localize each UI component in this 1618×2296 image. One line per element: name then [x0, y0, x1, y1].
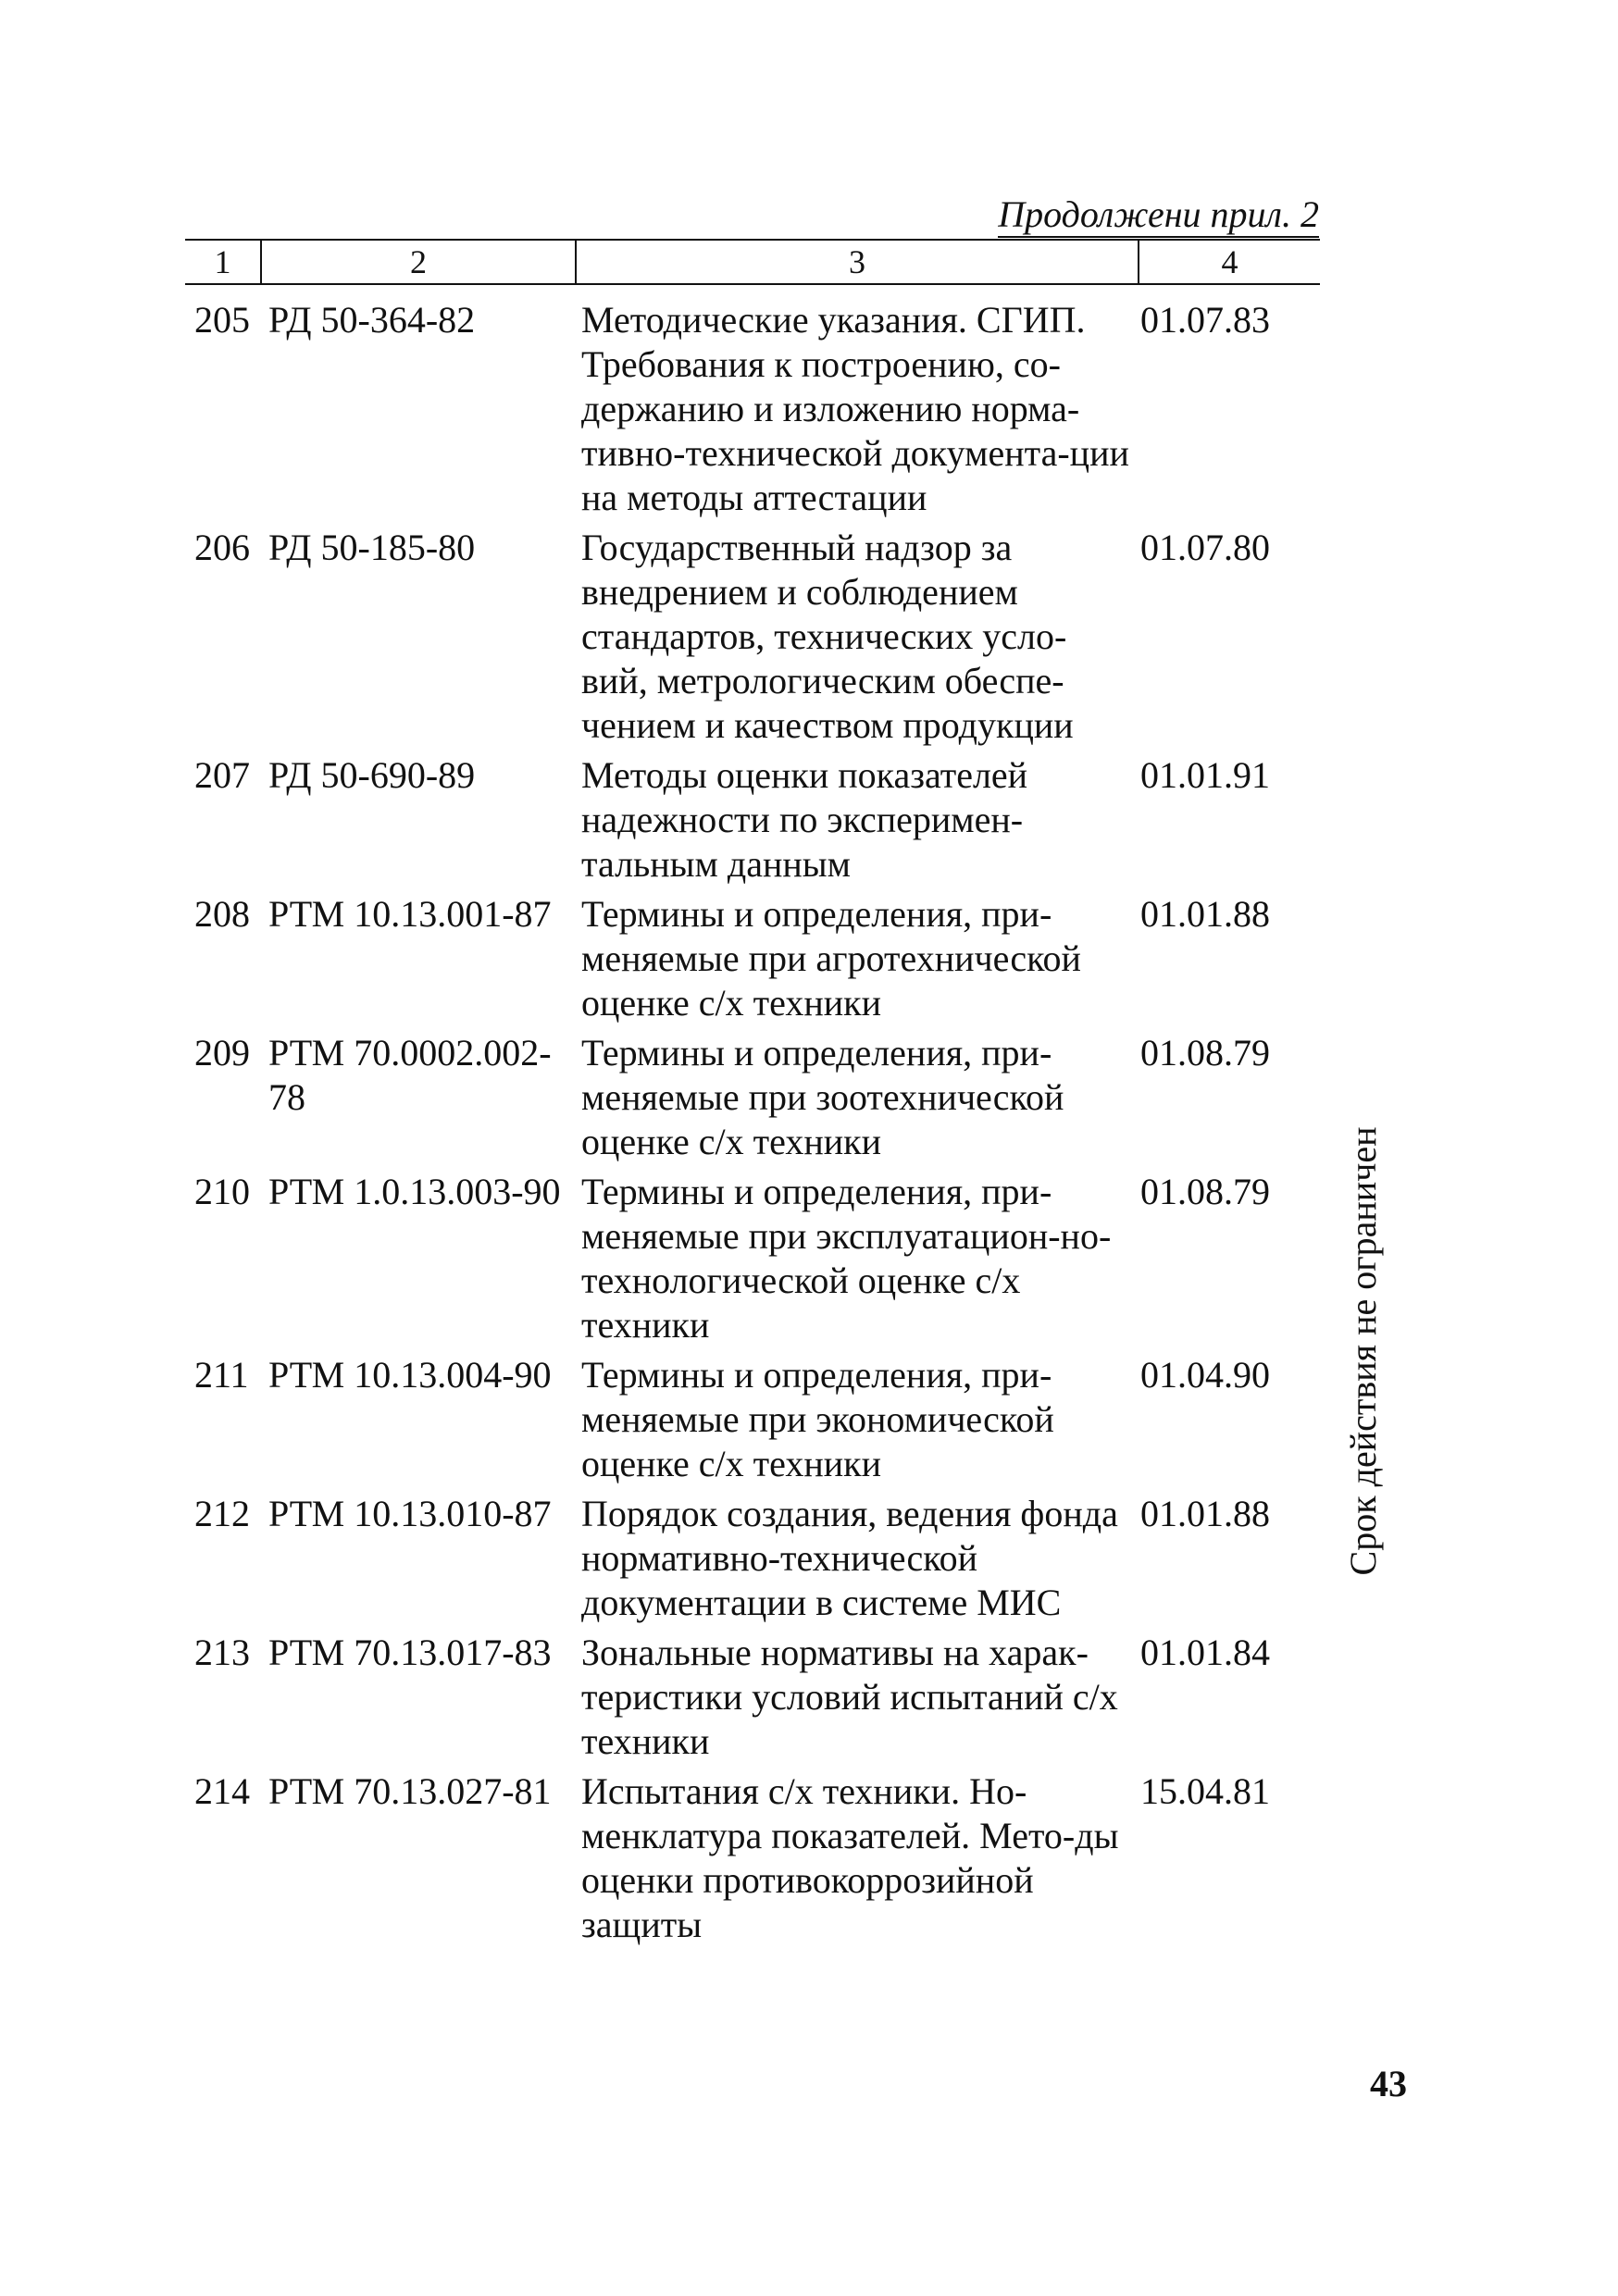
document-code: РТМ 10.13.001-87 — [268, 893, 552, 935]
document-code: РТМ 10.13.010-87 — [268, 1493, 552, 1534]
effective-date: 01.08.79 — [1140, 1171, 1270, 1212]
document-code: РТМ 70.0002.002-78 — [268, 1032, 552, 1118]
document-title: Испытания с/х техники. Но-менклатура показателей. Мето-ды оценки противокоррозийной защиты — [581, 1770, 1119, 1945]
table-caption — [944, 192, 1319, 237]
row-number: 206 — [194, 527, 250, 568]
row-number: 213 — [194, 1632, 250, 1673]
row-number: 205 — [194, 299, 250, 341]
effective-date: 01.07.80 — [1140, 527, 1270, 568]
table-row — [185, 1170, 1320, 1353]
effective-date: 01.01.88 — [1140, 893, 1270, 935]
table-row — [185, 892, 1320, 1031]
document-title: Методы оценки показателей надежности по эксперимен-тальным данным — [581, 754, 1028, 885]
document-title: Методические указания. СГИП. Требования к построению, со-держанию и изложению норма-тивно-технической документа-ции на методы аттестации — [581, 299, 1129, 518]
page-number: 43 — [1370, 2063, 1407, 2104]
document-title: Термины и определения, при-меняемые при зоотехнической оценке с/х техники — [581, 1032, 1064, 1162]
row-number: 207 — [194, 754, 250, 796]
row-number: 210 — [194, 1171, 250, 1212]
document-code: РТМ 10.13.004-90 — [268, 1354, 552, 1396]
table-row — [185, 1492, 1320, 1631]
document-title: Термины и определения, при-меняемые при агротехнической оценке с/х техники — [581, 893, 1081, 1024]
document-code: РТМ 1.0.13.003-90 — [268, 1171, 561, 1212]
table-row — [185, 753, 1320, 892]
effective-date: 01.01.84 — [1140, 1632, 1270, 1673]
effective-date: 01.01.88 — [1140, 1493, 1270, 1534]
document-code: РД 50-690-89 — [268, 754, 476, 796]
document-title: Порядок создания, ведения фонда нормативно-технической документации в системе МИС — [581, 1493, 1118, 1623]
column-header-date: 4 — [1139, 240, 1320, 284]
row-number: 209 — [194, 1032, 250, 1074]
row-number: 214 — [194, 1770, 250, 1812]
table-row — [185, 1631, 1320, 1769]
document-title: Термины и определения, при-меняемые при экономической оценке с/х техники — [581, 1354, 1054, 1484]
effective-date: 01.08.79 — [1140, 1032, 1270, 1074]
document-code: РД 50-185-80 — [268, 527, 476, 568]
table-row — [185, 1769, 1320, 1953]
row-number: 208 — [194, 893, 250, 935]
table-row — [185, 1353, 1320, 1492]
column-header-title: 3 — [576, 240, 1139, 284]
row-number: 212 — [194, 1493, 250, 1534]
document-code: РТМ 70.13.017-83 — [268, 1632, 552, 1673]
documents-table — [185, 239, 1320, 1953]
table-row — [185, 526, 1320, 753]
document-title: Зональные нормативы на харак-теристики условий испытаний с/х техники — [581, 1632, 1118, 1762]
table-header-row — [185, 240, 1320, 284]
table-row — [185, 284, 1320, 526]
effective-date: 01.04.90 — [1140, 1354, 1270, 1396]
effective-date: 01.07.83 — [1140, 299, 1270, 341]
table-row — [185, 1031, 1320, 1170]
document-code: РТМ 70.13.027-81 — [268, 1770, 552, 1812]
caption-text: Продолжени прил. 2 — [998, 193, 1319, 238]
row-number: 211 — [194, 1354, 249, 1396]
document-title: Термины и определения, при-меняемые при эксплуатацион-но-технологической оценке с/х техники — [581, 1171, 1112, 1346]
document-code: РД 50-364-82 — [268, 299, 476, 341]
validity-side-note: Срок действия не ограничен — [1342, 1126, 1384, 1576]
effective-date: 15.04.81 — [1140, 1770, 1270, 1812]
column-header-code: 2 — [261, 240, 576, 284]
effective-date: 01.01.91 — [1140, 754, 1270, 796]
document-title: Государственный надзор за внедрением и соблюдением стандартов, технических усло-вий, метрологическим обеспе-чением и качеством продукции — [581, 527, 1074, 746]
column-header-number: 1 — [185, 240, 261, 284]
